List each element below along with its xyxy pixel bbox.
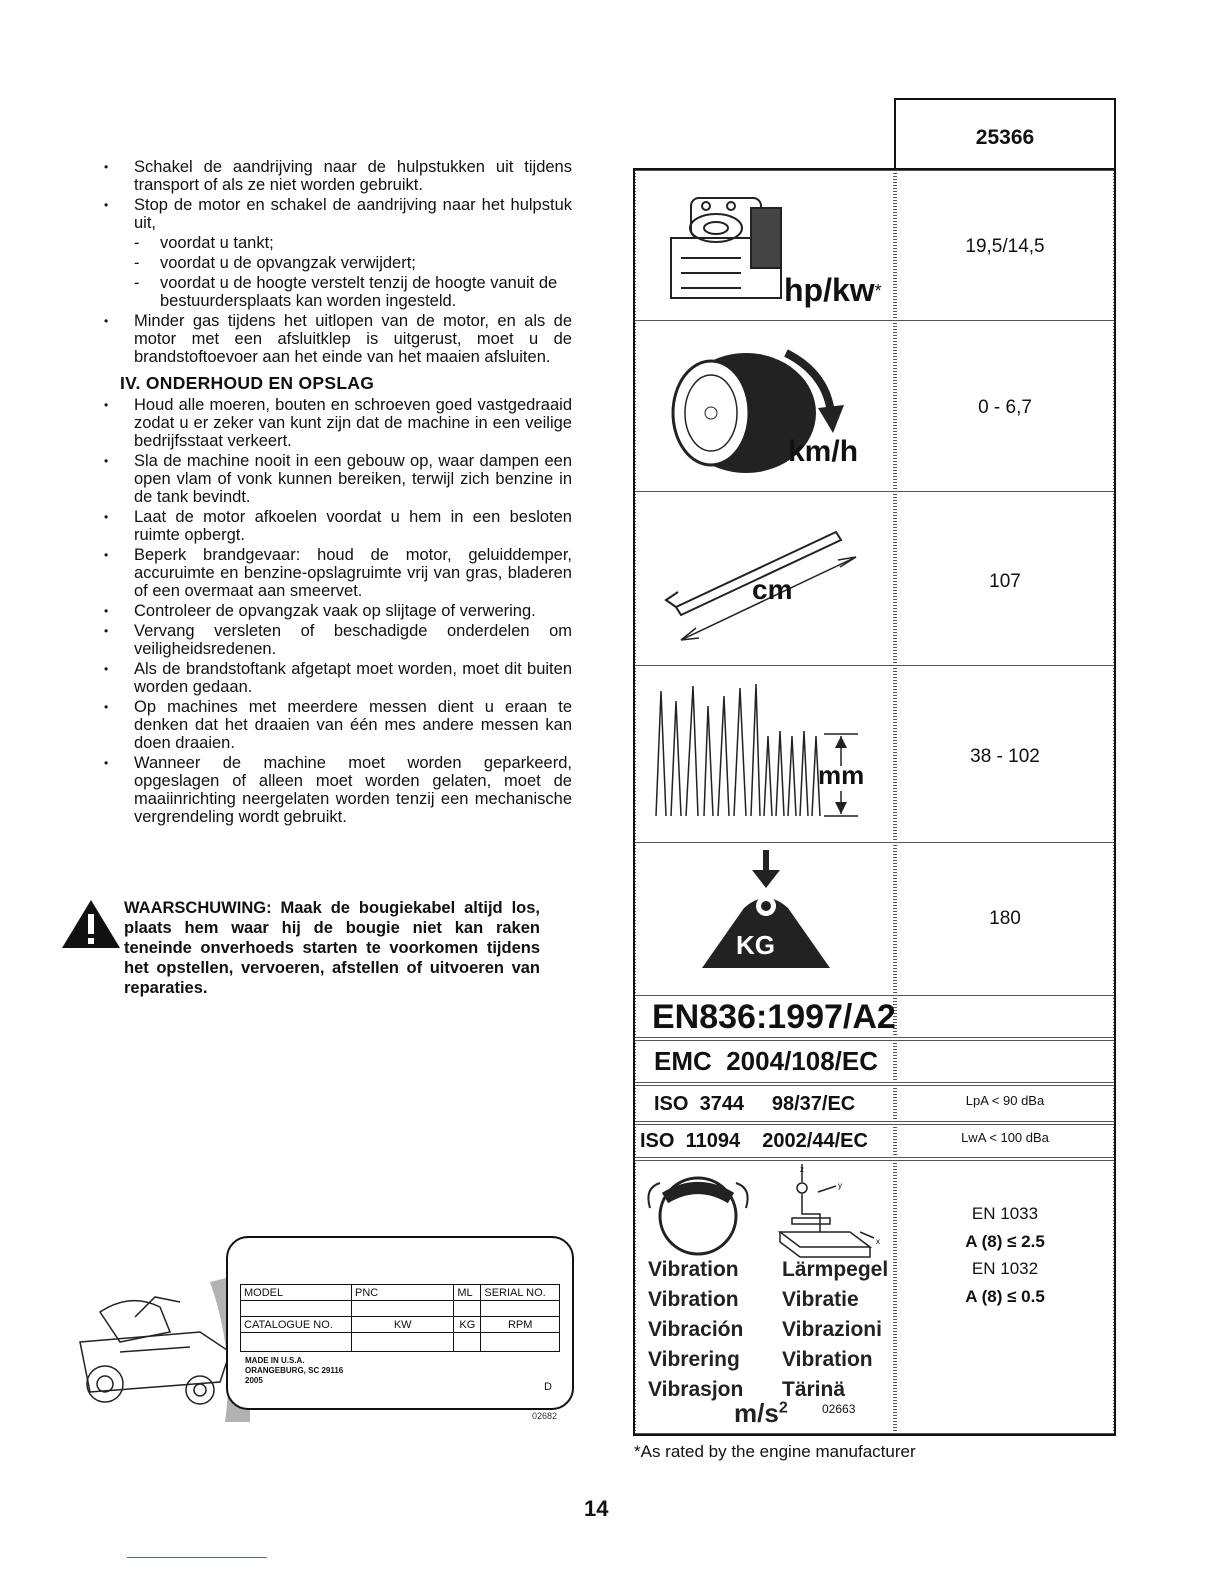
value-cell [897, 998, 1113, 1036]
dash-item: - voordat u de opvangzak verwijdert; [100, 254, 572, 272]
lpa-value: LpA < 90 dBa [965, 1093, 1045, 1108]
vibration-standard: EN 1032 [971, 1259, 1039, 1278]
label-letter: D [544, 1381, 552, 1393]
lwa-value: LwA < 100 dBa [961, 1130, 1049, 1145]
vibration-word: Vibrering [648, 1348, 740, 1371]
vibration-cell [636, 1162, 893, 1432]
axis-x-label: x [876, 1237, 880, 1246]
label-header: PNC [352, 1285, 454, 1301]
bullet-item: • Laat de motor afkoelen voordat u hem in een besloten ruimte opbergt. [100, 508, 572, 544]
vibration-word: Vibración [648, 1318, 744, 1341]
label-cell [352, 1301, 454, 1317]
label-cell [241, 1301, 352, 1317]
bullet-item: • Op machines met meerdere messen dient u eraan te denken dat het draaien van één mes andere messen kan doen draaien. [100, 698, 572, 752]
bullet-item: • Sla de machine nooit in een gebouw op, waar dampen een open vlam of vonk kunnen bereiken, terwijl zich benzine in de tank bevindt. [100, 452, 572, 506]
section-heading: IV. ONDERHOUD EN OPSLAG [120, 373, 375, 393]
value-cell [897, 1162, 1113, 1432]
label-header: ML [454, 1285, 481, 1301]
unit-label: hp/kw* [784, 272, 882, 308]
bullet-item: • Beperk brandgevaar: houd de motor, geluiddemper, accuruimte en benzine-opslagruimte vrij van gras, bladeren of een overmaat aan smeervet. [100, 546, 572, 600]
bullet-item: • Controleer de opvangzak vaak op slijtage of verwering. [100, 602, 572, 620]
grass-height-icon [646, 676, 886, 836]
standard-cell [636, 1126, 893, 1156]
vibration-word: Lärmpegel [782, 1258, 889, 1281]
speed-value: 0 - 6,7 [978, 397, 1032, 418]
value-cell [897, 1126, 1113, 1156]
label-cell [454, 1333, 481, 1352]
label-year: 2005 [245, 1376, 263, 1385]
label-cell [481, 1301, 560, 1317]
bullet-item: • Vervang versleten of beschadigde onderdelen om veiligheidsredenen. [100, 622, 572, 658]
value-cell [897, 668, 1113, 840]
axis-z-label: z [800, 1165, 804, 1174]
vibration-limit: A (8) ≤ 0.5 [965, 1287, 1045, 1306]
footnote: *As rated by the engine manufacturer [634, 1442, 916, 1461]
vibration-word: Vibration [648, 1288, 739, 1311]
vibration-standard: EN 1033 [971, 1204, 1039, 1223]
vibration-unit: $m/s^2$ [734, 1398, 788, 1428]
vibration-word: Vibration [782, 1348, 873, 1371]
blade-icon-cell [636, 494, 893, 664]
label-made-in: MADE IN U.S.A. [245, 1356, 305, 1365]
bullet-item: • Wanneer de machine moet worden geparkeerd, opgeslagen of alleen moet worden gelaten, moet de maaiinrichting neergelaten worden tenzij een mechanische vergrendeling wordt gebruikt. [100, 754, 572, 826]
engine-power-value: 19,5/14,5 [965, 236, 1045, 257]
standard-iso3744: ISO 3744 98/37/EC [654, 1093, 856, 1115]
warning-block [60, 898, 540, 998]
bullet-item: • Minder gas tijdens het uitlopen van de motor, en als de motor met een afsluitklep is uitgerust, moet u de brandstoftoevoer aan het einde van het maaien afsluiten. [100, 312, 572, 366]
tractor-illustration [60, 1272, 250, 1422]
value-cell [897, 1042, 1113, 1082]
unit-label: cm [752, 574, 793, 605]
wheel-icon-cell [636, 323, 893, 490]
label-header: MODEL [241, 1285, 352, 1301]
vibration-word: Vibrazioni [782, 1318, 882, 1341]
weight-value: 180 [989, 908, 1021, 929]
unit-label: mm [818, 760, 865, 790]
value-cell [897, 1088, 1113, 1120]
unit-label: KG [736, 930, 775, 960]
bullet-item: • Schakel de aandrijving naar de hulpstukken uit tijdens transport of als ze niet worden gebruikt. [100, 158, 572, 194]
standard-iso11094: ISO 11094 2002/44/EC [640, 1130, 868, 1152]
bullet-item: • Houd alle moeren, bouten en schroeven goed vastgedraaid zodat u er zeker van kunt zijn dat de machine in een veilige bedrijfsstaat verkeert. [100, 396, 572, 450]
axis-y-label: y [838, 1181, 842, 1190]
instructions-column [100, 158, 572, 828]
label-cell [481, 1333, 560, 1352]
engine-icon-cell [636, 172, 893, 319]
vibration-word: Vibrasjon [648, 1378, 744, 1401]
serial-label-grid [240, 1284, 560, 1352]
dash-item: - voordat u de hoogte verstelt tenzij de hoogte vanuit de bestuurdersplaats kan worden ingesteld. [100, 274, 572, 310]
unit-label: km/h [788, 435, 859, 468]
label-header: KW [352, 1317, 454, 1333]
warning-icon [60, 898, 122, 950]
value-cell [897, 844, 1113, 994]
label-header: SERIAL NO. [481, 1285, 560, 1301]
standard-en836: EN836:1997/A2 [652, 998, 896, 1036]
model-number: 25366 [975, 126, 1035, 149]
vibration-limit: A (8) ≤ 2.5 [965, 1232, 1045, 1251]
value-cell [897, 323, 1113, 490]
bullet-item: • Stop de motor en schakel de aandrijving naar het hulpstuk uit, [100, 196, 572, 232]
grass-icon-cell [636, 668, 893, 840]
steering-wheel-icon [640, 1168, 760, 1263]
label-header: KG [454, 1317, 481, 1333]
label-cell [241, 1333, 352, 1352]
cutting-height-value: 38 - 102 [970, 746, 1040, 767]
label-footer [245, 1356, 343, 1386]
engine-icon [651, 178, 801, 318]
vibration-word: Tärinä [782, 1378, 846, 1401]
label-header: RPM [481, 1317, 560, 1333]
weight-icon [672, 848, 872, 988]
vibration-code: 02663 [822, 1402, 856, 1416]
weight-icon-cell [636, 844, 893, 994]
standard-emc: EMC 2004/108/EC [654, 1046, 879, 1076]
standard-cell [636, 1042, 893, 1082]
standard-cell [636, 998, 896, 1036]
label-city: ORANGEBURG, SC 29116 [245, 1366, 344, 1375]
dash-item: - voordat u tankt; [100, 234, 572, 252]
label-cell [352, 1333, 454, 1352]
label-header: CATALOGUE NO. [241, 1317, 352, 1333]
bullet-item: • Als de brandstoftank afgetapt moet worden, moet dit buiten worden gedaan. [100, 660, 572, 696]
value-cell [897, 494, 1113, 664]
spec-model-cell [894, 98, 1116, 170]
page-number: 14 [584, 1496, 609, 1521]
seated-operator-icon [770, 1162, 890, 1262]
footer-rule [127, 1557, 267, 1558]
standard-cell [636, 1088, 893, 1120]
label-code: 02682 [532, 1411, 558, 1421]
value-cell [897, 172, 1113, 319]
vibration-word: Vibratie [782, 1288, 859, 1311]
warning-text: WAARSCHUWING: Maak de bougiekabel altijd los, plaats hem waar hij de bougie niet kan raken teneinde onverhoeds starten te voorkomen tijdens het opstellen, vervoeren, afstellen of uitvoeren van reparaties. [124, 899, 540, 997]
label-cell [454, 1301, 481, 1317]
cutting-width-value: 107 [989, 571, 1021, 592]
vibration-word: Vibration [648, 1258, 739, 1281]
